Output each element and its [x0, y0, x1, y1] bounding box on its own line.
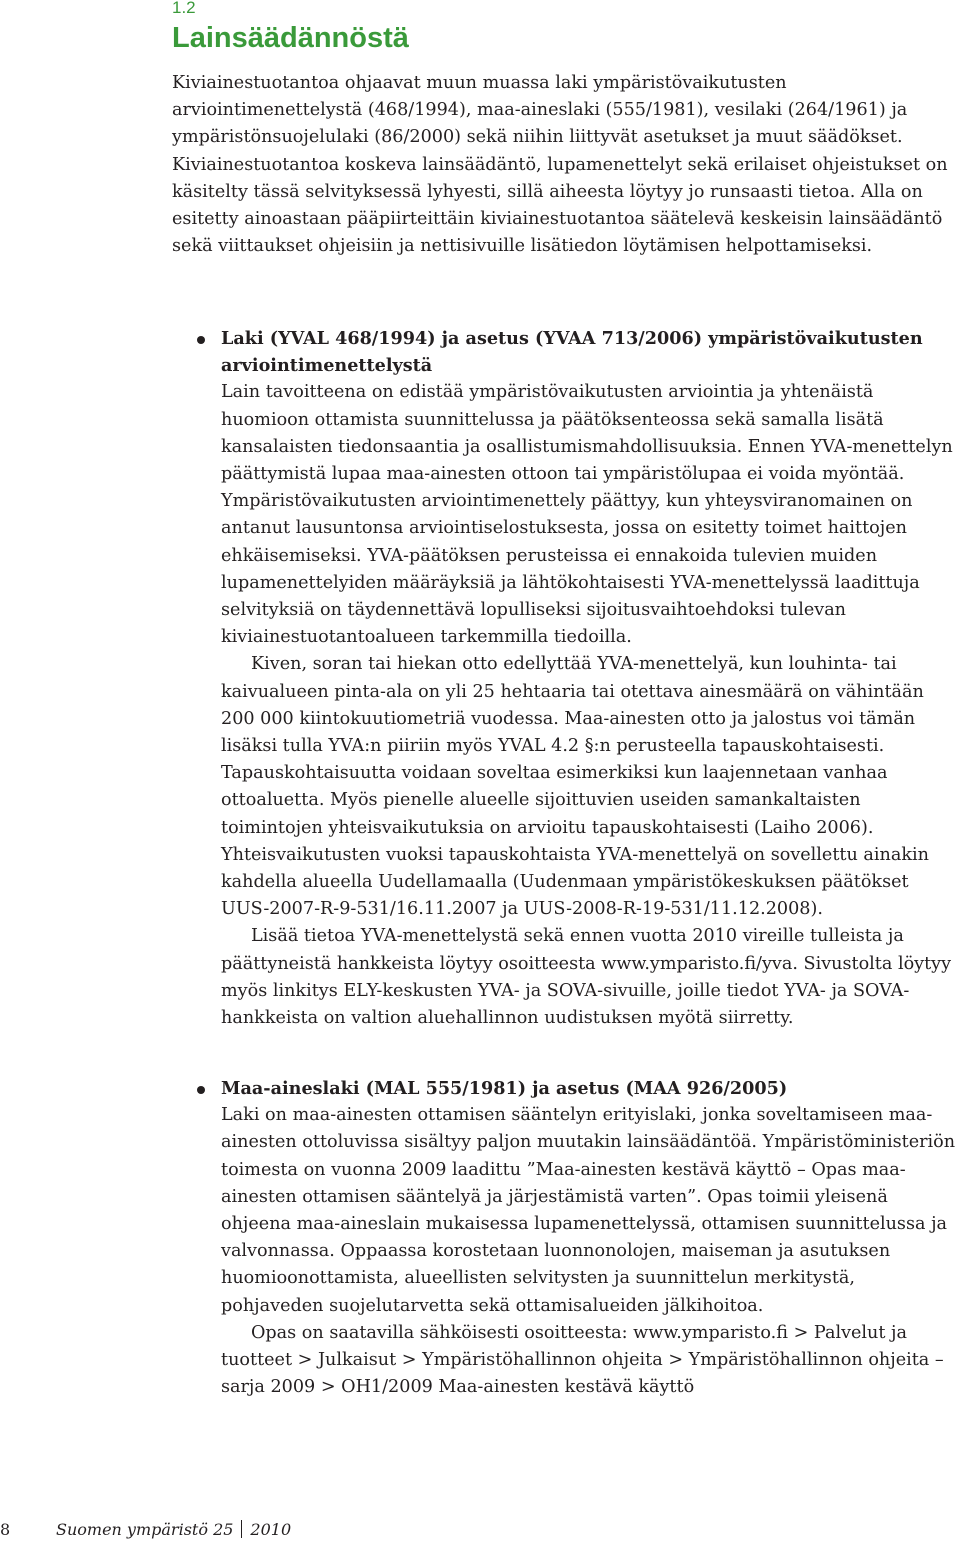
list-item-heading: Maa-aineslaki (MAL 555/1981) ja asetus (MAA 926/2005) — [221, 1078, 788, 1099]
footer-divider — [241, 1520, 242, 1538]
publication-info — [56, 1520, 291, 1539]
section-number: 1.2 — [172, 0, 196, 17]
list-item-heading: Laki (YVAL 468/1994) ja asetus (YVAA 713/2006) ympäristövaikutusten arviointimenettelystä — [221, 328, 923, 377]
page-number: 8 — [0, 1520, 11, 1539]
list-item-paragraph: Opas on saatavilla sähköisesti osoitteesta: www.ymparisto.fi > Palvelut ja tuotteet > Julkaisut > Ympäristöhallinnon ohjeita > Ympäristöhallinnon ohjeita –sarja 2009 > OH1/2009 Maa-ainesten kestävä käyttö — [221, 1322, 944, 1398]
list-item-paragraph: Kiven, soran tai hiekan otto edellyttää YVA-menettelyä, kun louhinta- tai kaivualueen pinta-ala on yli 25 hehtaaria tai otettava ainesmäärä on vähintään 200 000 kiintokuutiometriä vuodessa. Maa-ainesten otto ja jalostus voi tämän lisäksi tulla YVA:n piiriin myös YVAL 4.2 §:n perusteella tapauskohtaisesti. Tapauskohtaisuutta voidaan soveltaa esimerkiksi kun laajennetaan vanhaa ottoaluetta. Myös pienelle alueelle sijoittuvien useiden samankaltaisten toimintojen yhteisvaikutuksia on arvioitu tapauskohtaisesti (Laiho 2006). Yhteisvaikutusten vuoksi tapauskohtaista YVA-menettelyä on sovellettu ainakin kahdella alueella Uudellamaalla (Uudenmaan ympäristökeskuksen päätökset UUS-2007-R-9-531/16.11.2007 ja UUS-2008-R-19-531/11.12.2008). — [221, 654, 929, 920]
list-item-paragraph: Lisää tietoa YVA-menettelystä sekä ennen vuotta 2010 vireille tulleista ja päättyneistä hankkeista löytyy osoitteesta www.ymparisto.fi/yva. Sivustolta löytyy myös linkitys ELY-keskusten YVA- ja SOVA-sivuille, joille tiedot YVA- ja SOVA-hankkeista on valtion aluehallinnon uudistuksen myötä siirretty. — [221, 926, 952, 1029]
publication-year: 2010 — [250, 1520, 292, 1539]
list-item-paragraph: Lain tavoitteena on edistää ympäristövaikutusten arviointia ja yhtenäistä huomioon ottamista suunnittelussa ja päätöksenteossa sekä samalla lisätä kansalaisten tiedonsaantia ja osallistumismahdollisuuksia. Ennen YVA-menettelyn päättymistä lupaa maa-ainesten ottoon tai ympäristölupaa ei voida myöntää. Ympäristövaikutusten arviointimenettely päättyy, kun yhteysviranomainen on antanut lausuntonsa arviointiselostuksesta, jossa on esitetty toimet haittojen ehkäisemiseksi. YVA-päätöksen perusteissa ei ennakoida tulevien muiden lupamenettelyiden määräyksiä ja lähtökohtaisesti YVA-menettelyssä laadittuja selvityksiä on täydennettävä lopulliseksi sijoitusvaihtoehdoksi tulevan kiviainestuotantoalueen tarkemmilla tiedoilla. — [221, 382, 953, 648]
intro-paragraph: Kiviainestuotantoa ohjaavat muun muassa laki ympäristövaikutusten arviointimenettelystä (468/1994), maa-aineslaki (555/1981), vesilaki (264/1961) ja ympäristönsuojelulaki (86/2000) sekä niihin liittyvät asetukset ja muut säädökset. Kiviainestuotantoa koskeva lainsäädäntö, lupamenettelyt sekä erilaiset ohjeistukset on käsitelty tässä selvityksessä lyhyesti, sillä aiheesta löytyy jo runsaasti tietoa. Alla on esitetty ainoastaan pääpiirteittäin kiviainestuotantoa säätelevä keskeisin lainsäädäntö sekä viittaukset ohjeisiin ja nettisivuille lisätiedon löytämisen helpottamiseksi. — [172, 73, 948, 257]
page-title: Lainsäädännöstä — [172, 22, 409, 54]
publication-name: Suomen ympäristö — [56, 1520, 208, 1539]
list-item-mal — [221, 1075, 960, 1401]
bullet-icon — [197, 1086, 205, 1094]
intro-text — [172, 70, 960, 260]
publication-issue: 25 — [213, 1520, 234, 1539]
list-item-paragraph: Laki on maa-ainesten ottamisen sääntelyn erityislaki, jonka soveltamiseen maa-ainesten ottoluvissa sisältyy paljon muutakin lainsäädäntöä. Ympäristöministeriön toimesta on vuonna 2009 laadittu ”Maa-ainesten kestävä käyttö – Opas maa-ainesten ottamisen sääntelyä ja järjestämistä varten”. Opas toimii yleisenä ohjeena maa-aineslain mukaisessa lupamenettelyssä, ottamisen suunnittelussa ja valvonnassa. Oppaassa korostetaan luonnonolojen, maiseman ja asutuksen huomioonottamista, alueellisten selvitysten ja suunnittelun merkitystä, pohjaveden suojelutarvetta sekä ottamisalueiden jälkihoitoa. — [221, 1105, 956, 1316]
bullet-icon — [197, 336, 205, 344]
list-item-yval — [221, 325, 960, 1032]
